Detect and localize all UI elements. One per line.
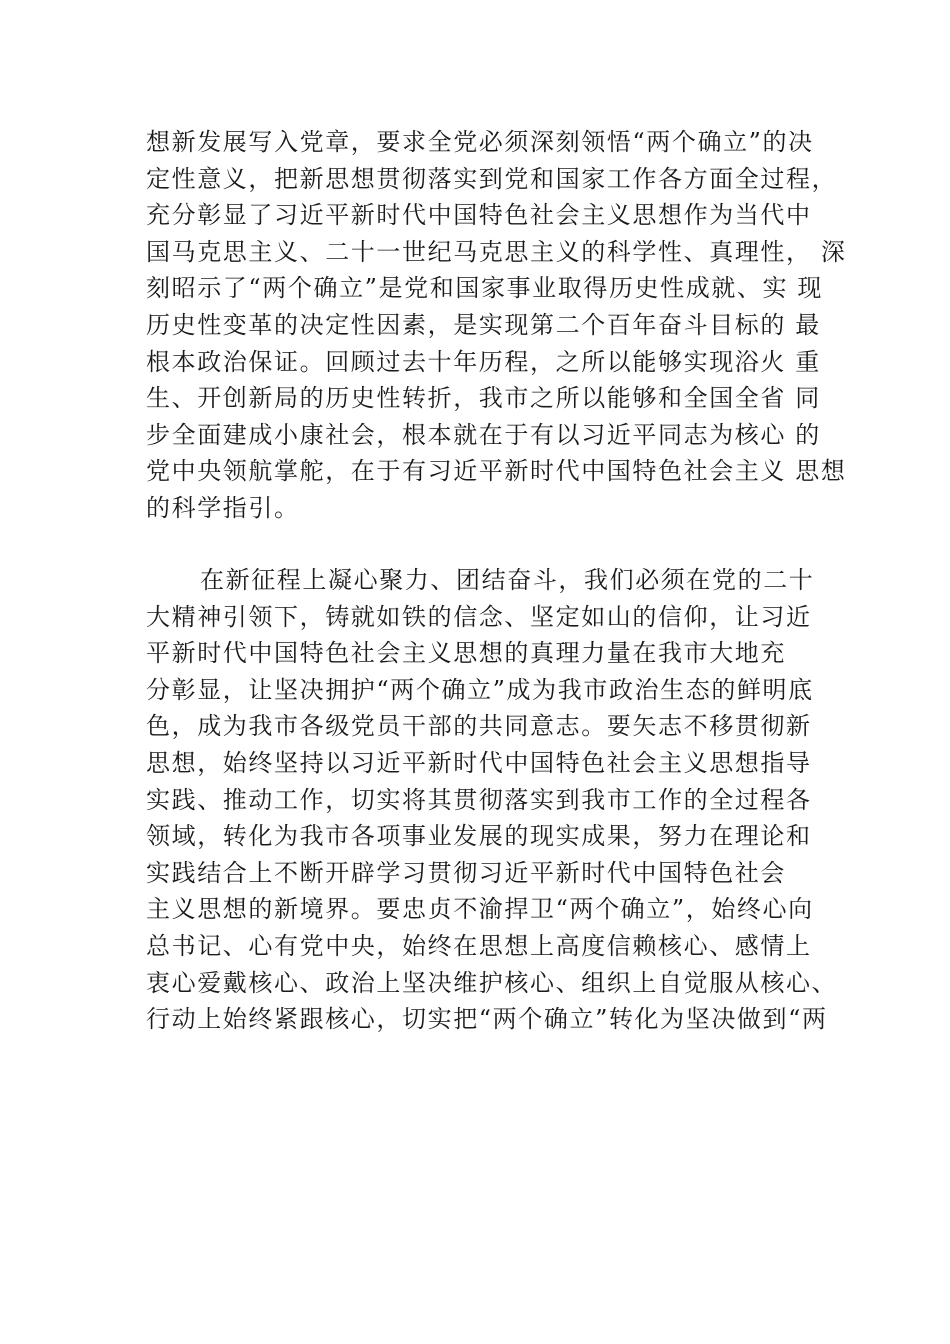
paragraph-line: 实践结合上不断开辟学习贯彻习近平新时代中国特色社会 xyxy=(146,858,786,887)
paragraph-line: 想新发展写入党章，要求全党必须深刻领悟“两个确立”的决 xyxy=(146,128,814,156)
paragraph-line: 领域，转化为我市各项事业发展的现实成果，努力在理论和 xyxy=(146,822,812,851)
paragraph-line: 党中央领航掌舵，在于有习近平新时代中国特色社会主义 思想 xyxy=(146,457,847,486)
paragraph-line: 国马克思主义、二十一世纪马克思主义的科学性、真理性， 深 xyxy=(146,237,847,266)
paragraph-line: 根本政治保证。回顾过去十年历程，之所以能够实现浴火 重 xyxy=(146,347,821,376)
paragraph-line: 色，成为我市各级党员干部的共同意志。要矢志不移贯彻新 xyxy=(146,712,812,741)
paragraph-1 xyxy=(146,124,846,527)
paragraph-line: 大精神引领下，铸就如铁的信念、坚定如山的信仰，让习近 xyxy=(146,602,812,631)
paragraph-line: 生、开创新局的历史性转折，我市之所以能够和全国全省 同 xyxy=(146,384,821,413)
paragraph-line: 历史性变革的决定性因素，是实现第二个百年奋斗目标的 最 xyxy=(146,310,821,339)
paragraph-line: 分彰显，让坚决拥护“两个确立”成为我市政治生态的鲜明底 xyxy=(146,675,814,704)
paragraph-line: 实践、推动工作，切实将其贯彻落实到我市工作的全过程各 xyxy=(146,785,812,814)
paragraph-2 xyxy=(146,562,846,1038)
paragraph-line: 衷心爱戴核心、政治上坚决维护核心、组织上自觉服从核心、 xyxy=(146,968,838,997)
paragraph-line: 充分彰显了习近平新时代中国特色社会主义思想作为当代中 xyxy=(146,201,812,230)
paragraph-line: 刻昭示了“两个确立”是党和国家事业取得历史性成就、实 现 xyxy=(146,274,823,303)
paragraph-first-line: 在新征程上凝心聚力、团结奋斗，我们必须在党的二十 xyxy=(200,566,815,594)
paragraph-line: 步全面建成小康社会，根本就在于有以习近平同志为核心 的 xyxy=(146,420,821,449)
paragraph-line: 平新时代中国特色社会主义思想的真理力量在我市大地充 xyxy=(146,639,786,668)
paragraph-line: 总书记、心有党中央，始终在思想上高度信赖核心、感情上 xyxy=(146,931,812,960)
paragraph-line: 定性意义，把新思想贯彻落实到党和国家工作各方面全过程， xyxy=(146,164,838,193)
paragraph-line: 行动上始终紧跟核心，切实把“两个确立”转化为坚决做到“两 xyxy=(146,1005,828,1034)
paragraph-line: 主义思想的新境界。要忠贞不渝捍卫“两个确立”，始终心向 xyxy=(146,895,814,924)
paragraph-line: 思想，始终坚持以习近平新时代中国特色社会主义思想指导 xyxy=(146,748,812,777)
paragraph-line: 的科学指引。 xyxy=(146,493,300,522)
